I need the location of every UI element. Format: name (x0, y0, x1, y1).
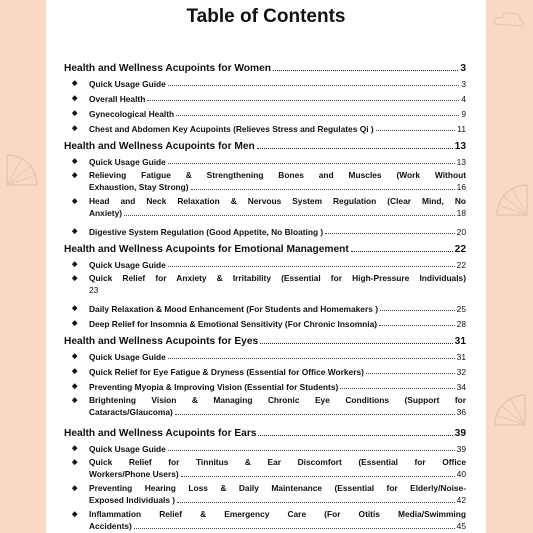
diamond-bullet-icon: ◆ (72, 459, 78, 466)
toc-item-entry[interactable] (64, 170, 466, 193)
toc-item-page: 18 (456, 207, 466, 218)
dot-leader (168, 85, 460, 86)
fan-decoration-icon (2, 150, 42, 190)
toc-item-title-line2: Cataracts/Glaucoma) (89, 406, 173, 417)
toc-item-page: 45 (456, 520, 466, 531)
toc-item-title-line1: Preventing Hearing Loss & Daily Maintenance (Essential for Elderly/Noise- (89, 483, 466, 493)
toc-item-title: Quick Usage Guide (89, 352, 166, 362)
dot-leader (258, 435, 452, 436)
toc-item-title-line1: Quick Relief for Anxiety & Irritability (Essential for High-Pressure Individuals) (89, 273, 466, 283)
toc-section-title: Health and Wellness Acupoints for Men (64, 141, 255, 152)
diamond-bullet-icon: ◆ (72, 158, 78, 165)
toc-item-title-line2: 23 (89, 284, 99, 295)
diamond-bullet-icon: ◆ (72, 261, 78, 268)
toc-item-page: 11 (457, 124, 466, 134)
fan-decoration-icon (490, 390, 530, 430)
toc-item-page: 34 (456, 382, 466, 392)
toc-section-page: 39 (454, 428, 466, 439)
cloud-decoration-icon (490, 8, 526, 28)
toc-item-title-line2: Exhaustion, Stay Strong) (89, 181, 189, 192)
diamond-bullet-icon: ◆ (72, 397, 78, 404)
toc-item-entry[interactable] (64, 457, 466, 480)
dot-leader (181, 476, 455, 477)
dot-leader (340, 388, 454, 389)
toc-item-page: 31 (456, 352, 466, 362)
toc-item-title-line1: Head and Neck Relaxation & Nervous System Regulation (Clear Mind, No (89, 196, 466, 206)
toc-item-page: 32 (456, 367, 466, 377)
toc-item-entry[interactable] (64, 314, 466, 329)
toc-item-title: Preventing Myopia & Improving Vision (Essential for Students) (89, 382, 339, 392)
dot-leader (325, 233, 454, 234)
toc-item-page: 22 (456, 260, 466, 270)
toc-section-entry[interactable] (64, 56, 466, 74)
dot-leader (134, 528, 455, 529)
diamond-bullet-icon: ◆ (72, 110, 78, 117)
toc-section-title: Health and Wellness Acupoints for Ears (64, 428, 257, 439)
toc-item-page: 40 (456, 468, 466, 479)
dot-leader (380, 310, 455, 311)
dot-leader (366, 373, 455, 374)
diamond-bullet-icon: ◆ (72, 172, 78, 179)
toc-item-title-line1: Relieving Fatigue & Strengthening Bones and Muscles (Work Without (89, 170, 466, 180)
toc-item-page: 20 (456, 227, 466, 237)
toc-item-title: Quick Usage Guide (89, 79, 166, 89)
toc-section-title: Health and Wellness Acupoints for Emotional Management (64, 244, 349, 255)
toc-section-entry[interactable] (64, 237, 466, 255)
diamond-bullet-icon: ◆ (72, 198, 78, 205)
diamond-bullet-icon: ◆ (72, 305, 78, 312)
toc-section-title: Health and Wellness Acupoints for Women (64, 63, 271, 74)
toc-item-entry[interactable] (64, 439, 466, 454)
dot-leader (147, 100, 459, 101)
toc-section-page: 31 (454, 336, 466, 347)
dot-leader (124, 215, 455, 216)
dot-leader (168, 450, 455, 451)
toc-item-page: 39 (456, 444, 466, 454)
toc-item-entry[interactable] (64, 119, 466, 134)
toc-item-entry[interactable] (64, 395, 466, 418)
toc-section-page: 13 (454, 141, 466, 152)
toc-item-title-line1: Brightening Vision & Managing Chronic Eye Conditions (Support for (89, 395, 466, 405)
diamond-bullet-icon: ◆ (72, 275, 78, 282)
dot-leader (273, 70, 458, 71)
dot-leader (168, 163, 455, 164)
toc-item-page: 9 (461, 109, 466, 119)
diamond-bullet-icon: ◆ (72, 320, 78, 327)
diamond-bullet-icon: ◆ (72, 80, 78, 87)
toc-item-entry[interactable] (64, 152, 466, 167)
toc-item-page: 42 (456, 494, 466, 505)
toc-item-entry[interactable] (64, 222, 466, 237)
toc-item-title: Deep Relief for Insomnia & Emotional Sensitivity (For Chronic Insomnia) (89, 319, 378, 329)
page-title: Table of Contents (186, 6, 346, 27)
toc-item-entry[interactable] (64, 347, 466, 362)
toc-item-title-line1: Quick Relief for Tinnitus & Ear Discomfort (Essential for Office (89, 457, 466, 467)
dot-leader (175, 414, 455, 415)
toc-item-title-line2: Workers/Phone Users) (89, 468, 179, 479)
toc-item-title: Quick Usage Guide (89, 260, 166, 270)
toc-section-entry[interactable] (64, 329, 466, 347)
toc-item-title-line2: Accidents) (89, 520, 132, 531)
toc-item-page: 13 (456, 157, 466, 167)
toc-section-page: 22 (454, 244, 466, 255)
diamond-bullet-icon: ◆ (72, 383, 78, 390)
toc-section-title: Health and Wellness Acupoints for Eyes (64, 336, 259, 347)
toc-item-entry[interactable] (64, 299, 466, 314)
toc-item-page: 16 (456, 181, 466, 192)
toc-item-title-line2: Anxiety) (89, 207, 123, 218)
toc-section-page: 3 (460, 63, 466, 74)
toc-item-page: 4 (461, 94, 466, 104)
diamond-bullet-icon: ◆ (72, 353, 78, 360)
dot-leader (257, 148, 453, 149)
toc-item-page: 25 (456, 304, 466, 314)
diamond-bullet-icon: ◆ (72, 228, 78, 235)
diamond-bullet-icon: ◆ (72, 95, 78, 102)
diamond-bullet-icon: ◆ (72, 445, 78, 452)
toc-page (46, 0, 486, 533)
diamond-bullet-icon: ◆ (72, 125, 78, 132)
toc-item-entry[interactable] (64, 273, 466, 296)
dot-leader (260, 343, 452, 344)
toc-list (64, 56, 466, 533)
toc-section-entry[interactable] (64, 134, 466, 152)
toc-item-page: 28 (456, 319, 466, 329)
toc-item-entry[interactable] (64, 104, 466, 119)
dot-leader (191, 189, 455, 190)
toc-item-title: Overall Health (89, 94, 146, 104)
dot-leader (168, 358, 455, 359)
dot-leader (168, 266, 455, 267)
toc-item-entry[interactable] (64, 377, 466, 392)
dot-leader (376, 130, 456, 131)
toc-item-title: Gynecological Health (89, 109, 175, 119)
toc-section-entry[interactable] (64, 421, 466, 439)
diamond-bullet-icon: ◆ (72, 511, 78, 518)
toc-item-entry[interactable] (64, 196, 466, 219)
toc-item-title-line1: Inflammation Relief & Emergency Care (For Otitis Media/Swimming (89, 509, 466, 519)
toc-item-entry[interactable] (64, 483, 466, 506)
toc-item-page: 3 (461, 79, 466, 89)
diamond-bullet-icon: ◆ (72, 485, 78, 492)
toc-item-title: Quick Relief for Eye Fatigue & Dryness (Essential for Office Workers) (89, 367, 364, 377)
toc-item-entry[interactable] (64, 89, 466, 104)
dot-leader (176, 115, 459, 116)
toc-item-title: Daily Relaxation & Mood Enhancement (For Students and Homemakers ) (89, 304, 378, 314)
toc-item-entry[interactable] (64, 255, 466, 270)
toc-item-title: Quick Usage Guide (89, 444, 166, 454)
toc-item-entry[interactable] (64, 509, 466, 532)
toc-item-entry[interactable] (64, 362, 466, 377)
toc-item-page: 36 (456, 406, 466, 417)
dot-leader (379, 325, 455, 326)
toc-item-title: Digestive System Regulation (Good Appetite, No Bloating ) (89, 227, 324, 237)
toc-item-title: Quick Usage Guide (89, 157, 166, 167)
dot-leader (351, 251, 453, 252)
toc-item-entry[interactable] (64, 74, 466, 89)
toc-item-title: Chest and Abdomen Key Acupoints (Relieves Stress and Regulates Qi ) (89, 124, 374, 134)
diamond-bullet-icon: ◆ (72, 368, 78, 375)
toc-item-title-line2: Exposed Individuals ) (89, 494, 176, 505)
dot-leader (177, 502, 455, 503)
fan-decoration-icon (492, 180, 532, 220)
